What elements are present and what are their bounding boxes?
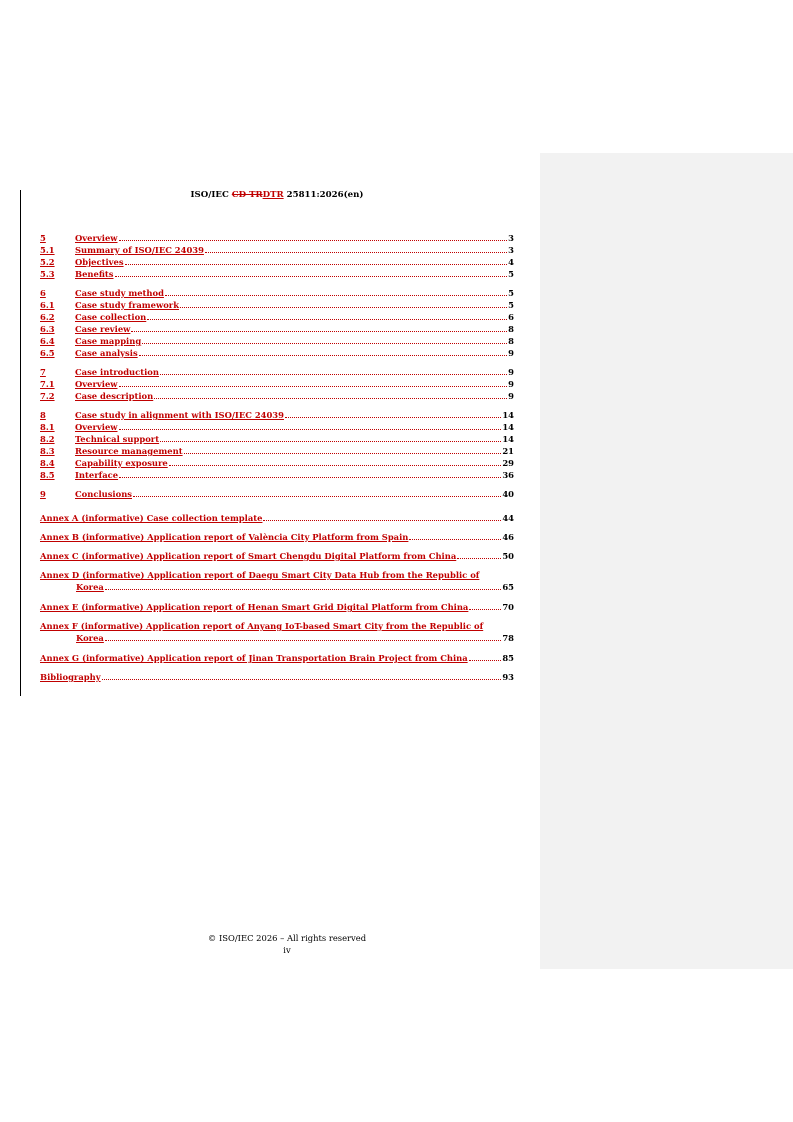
toc-entry[interactable] bbox=[40, 267, 514, 279]
toc-annex-title: Annex B (informative) Application report of València City Platform from Spain bbox=[40, 532, 409, 542]
toc-entry[interactable] bbox=[40, 334, 514, 346]
toc-entry-number: 5 bbox=[40, 233, 46, 243]
toc-leader-dots bbox=[165, 295, 507, 296]
toc-entry-number: 7.1 bbox=[40, 379, 55, 389]
toc-entry-title: Overview bbox=[75, 422, 118, 432]
toc-entry-page: 9 bbox=[508, 348, 514, 358]
toc-entry[interactable] bbox=[40, 456, 514, 468]
toc-entry[interactable] bbox=[40, 255, 514, 267]
toc-entry-page: 5 bbox=[508, 288, 514, 298]
toc-entry[interactable] bbox=[40, 432, 514, 444]
comment-pane bbox=[540, 153, 793, 969]
toc-entry-page: 14 bbox=[502, 422, 514, 432]
toc-entry[interactable] bbox=[40, 286, 514, 298]
toc-entry-number: 8.2 bbox=[40, 434, 55, 444]
toc-entry[interactable] bbox=[40, 243, 514, 255]
toc-leader-dots bbox=[160, 374, 507, 375]
change-bar bbox=[20, 190, 21, 696]
toc-entry[interactable] bbox=[40, 346, 514, 358]
page-footer bbox=[40, 932, 534, 956]
toc-entry-page: 14 bbox=[502, 434, 514, 444]
toc-annex-title: Annex E (informative) Application report of Henan Smart Grid Digital Platform from China bbox=[40, 602, 469, 612]
toc-leader-dots bbox=[102, 679, 502, 680]
toc-entry-number: 7.2 bbox=[40, 391, 55, 401]
toc-entry-title: Case study method bbox=[75, 288, 164, 298]
copyright-notice: © ISO/IEC 2026 – All rights reserved bbox=[207, 933, 367, 943]
toc-entry[interactable] bbox=[40, 420, 514, 432]
toc-entry-title: Objectives bbox=[75, 257, 124, 267]
toc-entry[interactable] bbox=[40, 231, 514, 243]
toc-annex-page: 93 bbox=[502, 672, 514, 682]
toc-leader-dots bbox=[139, 355, 508, 356]
toc-entry-title: Case introduction bbox=[75, 367, 159, 377]
toc-entry-title: Resource management bbox=[75, 446, 183, 456]
toc-leader-dots bbox=[115, 276, 508, 277]
toc-leader-dots bbox=[105, 589, 501, 590]
toc-entry-title: Case review bbox=[75, 324, 131, 334]
toc-leader-dots bbox=[169, 465, 502, 466]
toc-annex-page: 65 bbox=[502, 582, 514, 592]
toc-annex-title: Annex C (informative) Application report of Smart Chengdu Digital Platform from China bbox=[40, 551, 457, 561]
toc-entry-page: 21 bbox=[502, 446, 514, 456]
toc-entry[interactable] bbox=[40, 310, 514, 322]
toc-entry-title: Case collection bbox=[75, 312, 147, 322]
toc-entry-number: 8.5 bbox=[40, 470, 55, 480]
toc-annex-entry[interactable] bbox=[40, 670, 514, 682]
toc-annex-title-continued: Korea bbox=[76, 633, 104, 643]
toc-entry[interactable] bbox=[40, 298, 514, 310]
toc-entry[interactable] bbox=[40, 468, 514, 480]
toc-entry-page: 6 bbox=[508, 312, 514, 322]
toc-annex-entry[interactable] bbox=[40, 549, 514, 561]
toc-entry-page: 8 bbox=[508, 336, 514, 346]
toc-annex-entry[interactable] bbox=[40, 651, 514, 663]
toc-entry-page: 9 bbox=[508, 367, 514, 377]
toc-entry-title: Case description bbox=[75, 391, 154, 401]
toc-annex-title: Annex D (informative) Application report of Daegu Smart City Data Hub from the Republic of bbox=[40, 570, 480, 580]
toc-leader-dots bbox=[160, 441, 501, 442]
toc-entry-title: Case mapping bbox=[75, 336, 142, 346]
toc-entry[interactable] bbox=[40, 322, 514, 334]
toc-entry-page: 3 bbox=[508, 245, 514, 255]
toc-annex-page: 70 bbox=[502, 602, 514, 612]
toc-leader-dots bbox=[263, 520, 501, 521]
toc-leader-dots bbox=[147, 319, 507, 320]
toc-entry-page: 9 bbox=[508, 391, 514, 401]
toc-annex-title: Annex G (informative) Application report of Jinan Transportation Brain Project from China bbox=[40, 653, 468, 663]
toc-leader-dots bbox=[142, 343, 507, 344]
toc-annex-title: Bibliography bbox=[40, 672, 101, 682]
toc-entry-page: 3 bbox=[508, 233, 514, 243]
toc-entry-number: 6.4 bbox=[40, 336, 55, 346]
toc-entry-title: Benefits bbox=[75, 269, 114, 279]
toc-entry-page: 14 bbox=[502, 410, 514, 420]
toc-leader-dots bbox=[469, 660, 502, 661]
toc-entry[interactable] bbox=[40, 365, 514, 377]
toc-entry-number: 5.2 bbox=[40, 257, 55, 267]
toc-annex-page: 85 bbox=[502, 653, 514, 663]
toc-entry-title: Case analysis bbox=[75, 348, 138, 358]
toc-annex-title: Annex F (informative) Application report of Anyang IoT-based Smart City from the Republic of bbox=[40, 621, 484, 631]
toc-entry[interactable] bbox=[40, 408, 514, 420]
toc-annex-entry[interactable] bbox=[40, 600, 514, 612]
toc-leader-dots bbox=[133, 496, 501, 497]
toc-entry-title: Interface bbox=[75, 470, 119, 480]
toc-leader-dots bbox=[409, 539, 501, 540]
toc-leader-dots bbox=[131, 331, 507, 332]
toc-entry-number: 8.4 bbox=[40, 458, 55, 468]
toc-annex-entry[interactable] bbox=[40, 619, 514, 643]
toc-leader-dots bbox=[119, 477, 501, 478]
toc-entry-title: Overview bbox=[75, 379, 118, 389]
toc-entry-number: 5.1 bbox=[40, 245, 55, 255]
page-header bbox=[40, 190, 514, 200]
toc-entry-page: 5 bbox=[508, 269, 514, 279]
toc-entry-page: 8 bbox=[508, 324, 514, 334]
toc-entry-number: 7 bbox=[40, 367, 46, 377]
toc-leader-dots bbox=[119, 240, 508, 241]
toc-annex-page: 50 bbox=[502, 551, 514, 561]
toc-leader-dots bbox=[457, 558, 501, 559]
toc-entry-number: 5.3 bbox=[40, 269, 55, 279]
toc-leader-dots bbox=[154, 398, 507, 399]
header-deleted-text: CD TR bbox=[231, 190, 263, 200]
toc-entry-page: 9 bbox=[508, 379, 514, 389]
toc-entry-page: 40 bbox=[502, 489, 514, 499]
toc-entry-number: 6.5 bbox=[40, 348, 55, 358]
toc-annex-entry[interactable] bbox=[40, 568, 514, 592]
toc-entry-number: 6 bbox=[40, 288, 46, 298]
toc-annex-page: 46 bbox=[502, 532, 514, 542]
toc-leader-dots bbox=[205, 252, 507, 253]
toc-entry-number: 8 bbox=[40, 410, 46, 420]
toc-annex-page: 78 bbox=[502, 633, 514, 643]
toc-annex-title-continued: Korea bbox=[76, 582, 104, 592]
toc-annex-entry[interactable] bbox=[40, 511, 514, 523]
toc-leader-dots bbox=[180, 307, 507, 308]
toc-entry[interactable] bbox=[40, 377, 514, 389]
toc-annex-page: 44 bbox=[502, 513, 514, 523]
toc-annex-title: Annex A (informative) Case collection template bbox=[40, 513, 263, 523]
toc-entry-title: Summary of ISO/IEC 24039 bbox=[75, 245, 204, 255]
toc-entry-number: 6.1 bbox=[40, 300, 55, 310]
toc-leader-dots bbox=[285, 417, 501, 418]
toc-entry-title: Conclusions bbox=[75, 489, 132, 499]
toc-leader-dots bbox=[105, 640, 501, 641]
toc-entry-title: Case study in alignment with ISO/IEC 24039 bbox=[75, 410, 284, 420]
toc-entry-page: 4 bbox=[508, 257, 514, 267]
toc-entry-title: Case study framework bbox=[75, 300, 180, 310]
toc-leader-dots bbox=[119, 386, 508, 387]
toc-entry-number: 8.1 bbox=[40, 422, 55, 432]
page-number: iv bbox=[283, 945, 291, 955]
header-prefix: ISO/IEC bbox=[190, 190, 232, 200]
toc-entry[interactable] bbox=[40, 487, 514, 499]
toc-annex-entry[interactable] bbox=[40, 530, 514, 542]
toc-entry-title: Capability exposure bbox=[75, 458, 168, 468]
toc-entry-title: Overview bbox=[75, 233, 118, 243]
header-inserted-text: DTR bbox=[262, 190, 284, 200]
toc-leader-dots bbox=[184, 453, 502, 454]
toc-entry-number: 8.3 bbox=[40, 446, 55, 456]
toc-entry-number: 6.2 bbox=[40, 312, 55, 322]
toc-leader-dots bbox=[119, 429, 502, 430]
toc-entry-page: 29 bbox=[502, 458, 514, 468]
toc-entry[interactable] bbox=[40, 444, 514, 456]
toc-entry-page: 36 bbox=[502, 470, 514, 480]
toc-entry-number: 6.3 bbox=[40, 324, 55, 334]
toc-entry-title: Technical support bbox=[75, 434, 160, 444]
toc-entry-number: 9 bbox=[40, 489, 46, 499]
toc-leader-dots bbox=[125, 264, 508, 265]
toc-leader-dots bbox=[469, 609, 501, 610]
toc-entry-page: 5 bbox=[508, 300, 514, 310]
toc-entry[interactable] bbox=[40, 389, 514, 401]
header-suffix: 25811:2026(en) bbox=[283, 190, 364, 200]
